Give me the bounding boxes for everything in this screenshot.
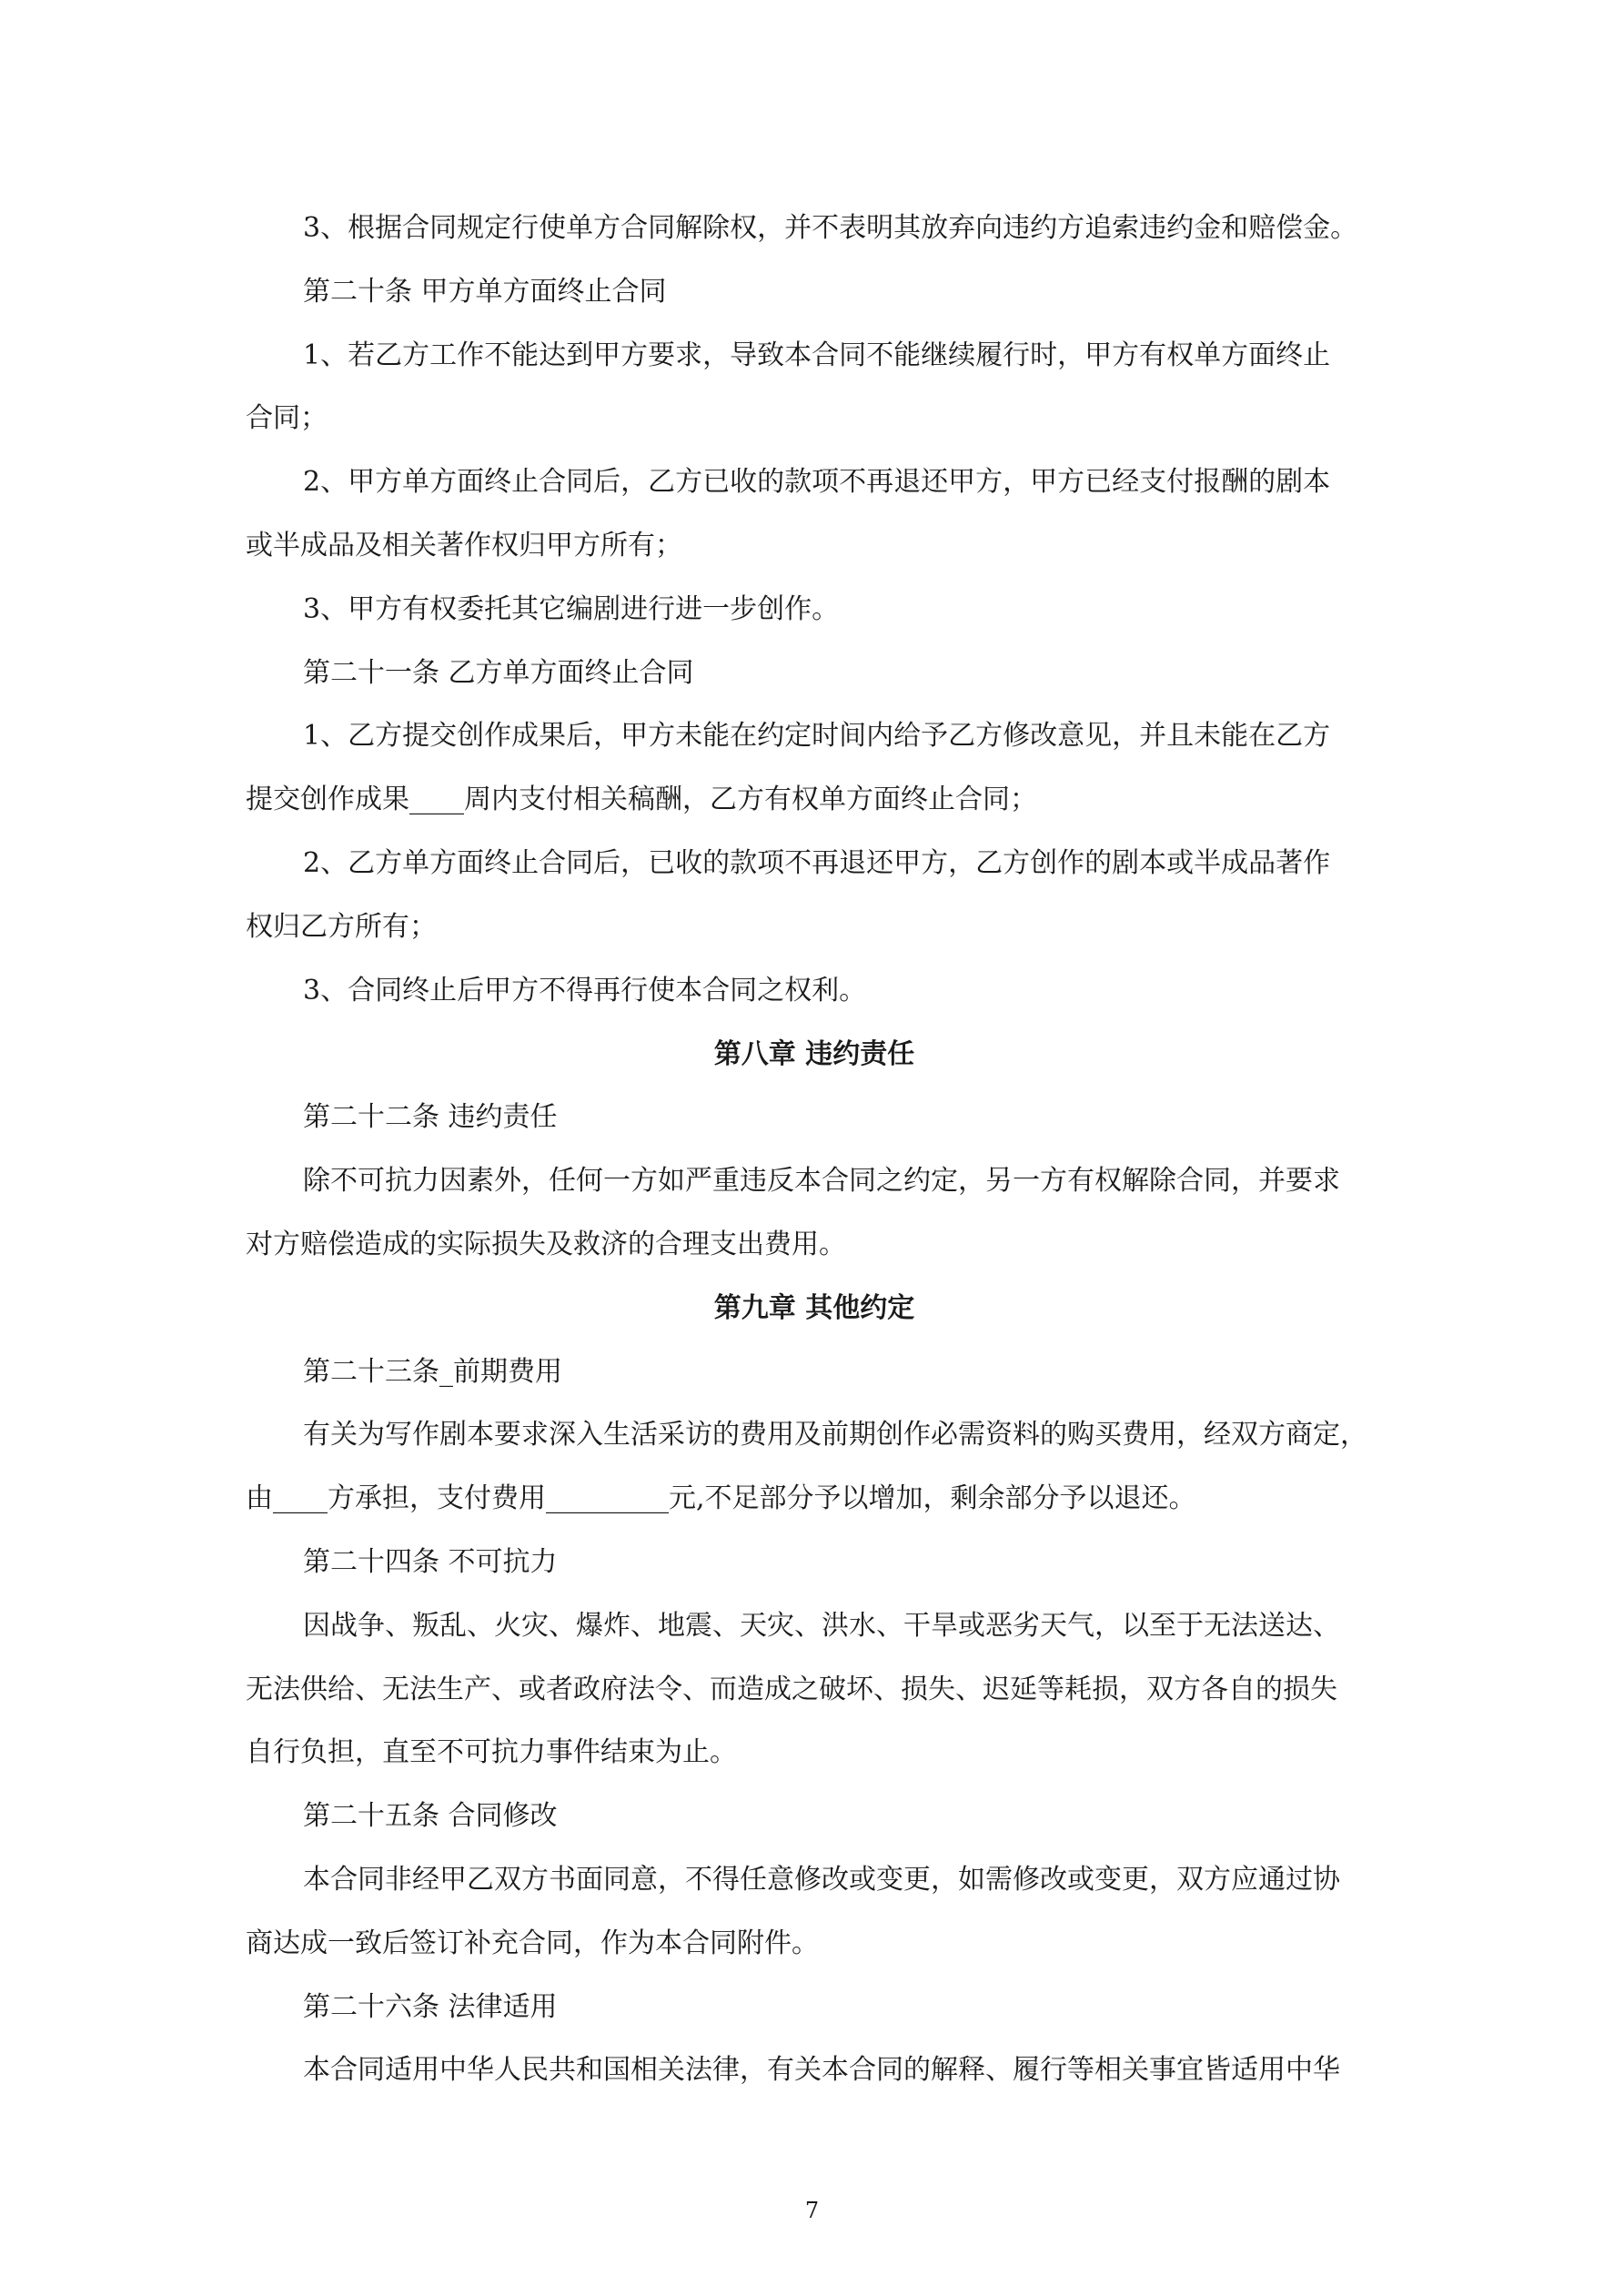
article-title: 第二十四条 不可抗力: [303, 1546, 558, 1578]
clause-text: 1、若乙方工作不能达到甲方要求，导致本合同不能继续履行时，甲方有权单方面终止: [303, 339, 1331, 371]
article-title: 第二十一条 乙方单方面终止合同: [303, 657, 694, 689]
page-number: 7: [804, 2198, 820, 2223]
article-title: 第二十六条 法律适用: [303, 1991, 558, 2023]
chapter-heading: 第八章 违约责任: [713, 1038, 915, 1070]
clause-text: 权归乙方所有；: [246, 911, 437, 943]
clause-text: 因战争、叛乱、火灾、爆炸、地震、天灾、洪水、干旱或恶劣天气，以至于无法送达、: [303, 1610, 1340, 1642]
clause-text: 对方赔偿造成的实际损失及救济的合理支出费用。: [246, 1229, 846, 1260]
article-title: 第二十三条_前期费用: [303, 1356, 562, 1388]
clause-text: 合同；: [246, 402, 328, 434]
clause-text: 本合同非经甲乙双方书面同意，不得任意修改或变更，如需修改或变更，双方应通过协: [303, 1864, 1340, 1896]
clause-text: 本合同适用中华人民共和国相关法律，有关本合同的解释、履行等相关事宜皆适用中华: [303, 2054, 1340, 2086]
clause-text: 3、根据合同规定行使单方合同解除权，并不表明其放弃向违约方追索违约金和赔偿金。: [303, 212, 1358, 244]
chapter-heading: 第九章 其他约定: [713, 1292, 915, 1324]
clause-text: 3、甲方有权委托其它编剧进行进一步创作。: [303, 593, 840, 625]
clause-text: 2、乙方单方面终止合同后，已收的款项不再退还甲方，乙方创作的剧本或半成品著作: [303, 847, 1331, 879]
clause-text: 3、合同终止后甲方不得再行使本合同之权利。: [303, 975, 867, 1006]
article-title: 第二十二条 违约责任: [303, 1101, 558, 1133]
clause-text: 1、乙方提交创作成果后，甲方未能在约定时间内给予乙方修改意见，并且未能在乙方: [303, 720, 1331, 752]
clause-text: 无法供给、无法生产、或者政府法令、而造成之破坏、损失、迟延等耗损，双方各自的损失: [246, 1674, 1337, 1705]
clause-text: 2、甲方单方面终止合同后，乙方已收的款项不再退还甲方，甲方已经支付报酬的剧本: [303, 466, 1331, 498]
clause-text: 商达成一致后签订补充合同，作为本合同附件。: [246, 1927, 819, 1959]
article-title: 第二十五条 合同修改: [303, 1800, 558, 1832]
clause-text: 由____方承担，支付费用_________元,不足部分予以增加，剩余部分予以退还。: [246, 1482, 1196, 1514]
clause-text: 提交创作成果____周内支付相关稿酬，乙方有权单方面终止合同；: [246, 784, 1037, 815]
clause-text: 或半成品及相关著作权归甲方所有；: [246, 530, 682, 561]
clause-text: 自行负担，直至不可抗力事件结束为止。: [246, 1736, 737, 1768]
clause-text: 有关为写作剧本要求深入生活采访的费用及前期创作必需资料的购买费用，经双方商定，: [303, 1419, 1367, 1451]
article-title: 第二十条 甲方单方面终止合同: [303, 276, 667, 308]
clause-text: 除不可抗力因素外，任何一方如严重违反本合同之约定，另一方有权解除合同，并要求: [303, 1165, 1340, 1197]
